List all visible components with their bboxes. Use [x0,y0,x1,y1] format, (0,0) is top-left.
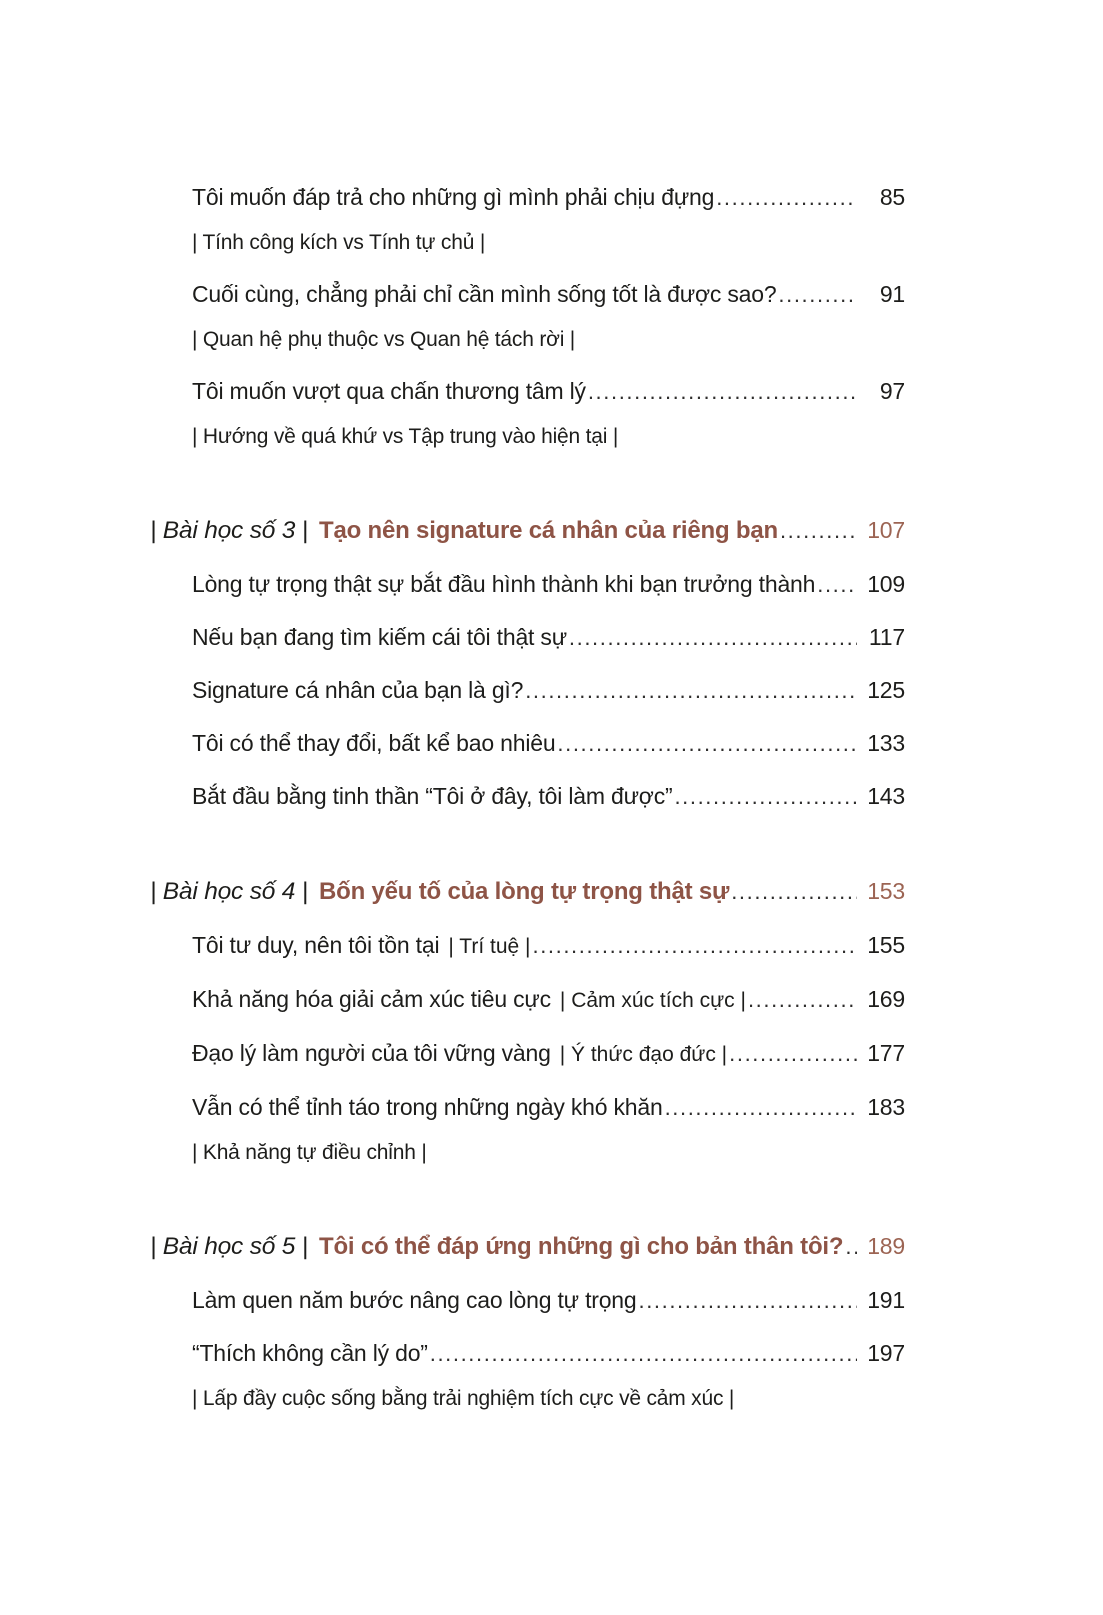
toc-subtitle-text: | Tính công kích vs Tính tự chủ | [192,231,486,254]
chapter-title: Tạo nên signature cá nhân của riêng bạn [318,517,778,544]
toc-subtitle-text: | Khả năng tự điều chỉnh | [192,1141,427,1164]
chapter-title: Bốn yếu tố của lòng tự trọng thật sự [318,878,730,905]
page-number: 155 [867,932,905,958]
toc-entry [192,1091,905,1124]
page-number: 189 [867,1233,905,1259]
toc-entry [192,929,905,963]
toc-subtitle [192,228,905,258]
page-number: 117 [868,624,905,650]
toc-entry [192,181,905,214]
dot-leader [780,513,857,548]
dot-leader [778,279,857,311]
page-number: 109 [867,571,905,597]
toc-entry [192,375,905,408]
dot-leader [817,569,857,601]
chapter-heading [150,513,905,548]
chapter-title: Tôi có thể đáp ứng những gì cho bản thân tôi? [318,1233,844,1260]
page-number: 143 [867,783,905,809]
chapter-label: | Bài học số 3 | [150,517,308,544]
dot-leader [716,182,857,214]
page-number: 133 [867,730,905,756]
dot-leader [674,781,857,813]
dot-leader [569,622,857,654]
toc-entry [192,780,905,813]
toc-entry [192,1284,905,1317]
toc-entry-title: Tôi muốn vượt qua chấn thương tâm lý [192,378,586,404]
toc-entry [192,278,905,311]
toc-entry [192,727,905,760]
page-number: 183 [867,1094,905,1120]
toc-entry-title: Signature cá nhân của bạn là gì? [192,677,524,703]
toc-entry [192,568,905,601]
toc-subtitle-text: | Hướng về quá khứ vs Tập trung vào hiện tại | [192,425,619,448]
toc-entry [192,1337,905,1370]
chapter-label: | Bài học số 5 | [150,1233,308,1260]
toc-subtitle-text: | Lấp đầy cuộc sống bằng trải nghiệm tích cực về cảm xúc | [192,1387,735,1410]
toc-entry-title: “Thích không cần lý do” [192,1340,428,1366]
toc-subtitle [192,325,905,355]
toc-entry [192,983,905,1017]
toc-entry-title: Làm quen năm bước nâng cao lòng tự trọng [192,1287,637,1313]
dot-leader [525,675,857,707]
toc-entry-title: Tôi muốn đáp trả cho những gì mình phải chịu đựng [192,184,715,210]
toc-entry-title: Cuối cùng, chẳng phải chỉ cần mình sống tốt là được sao? [192,281,777,307]
page-number: 85 [879,184,905,210]
page-number: 169 [867,986,905,1012]
toc-entry-title: Khả năng hóa giải cảm xúc tiêu cực [192,986,551,1012]
chapter-label: | Bài học số 4 | [150,878,308,905]
toc-entry [192,621,905,654]
dot-leader [731,874,857,909]
page-number: 91 [879,281,905,307]
page-number: 107 [867,517,905,543]
toc-entry-title: Lòng tự trọng thật sự bắt đầu hình thành khi bạn trưởng thành [192,571,816,597]
dot-leader [557,728,857,760]
toc-entry [192,1037,905,1071]
page-number: 197 [867,1340,905,1366]
toc-subtitle [192,1384,905,1414]
page-number: 125 [867,677,905,703]
toc-entry [192,674,905,707]
dot-leader [665,1092,857,1124]
toc-entry-tag: | Trí tuệ | [448,935,531,958]
toc-entry-title: Vẫn có thể tỉnh táo trong những ngày khó khăn [192,1094,663,1120]
page-number: 97 [879,378,905,404]
dot-leader [639,1285,858,1317]
toc-entry-title: Nếu bạn đang tìm kiếm cái tôi thật sự [192,624,567,650]
toc-entry-tag: | Cảm xúc tích cực | [559,989,746,1012]
page-number: 191 [867,1287,905,1313]
dot-leader [729,1038,857,1070]
toc-entry-title: Tôi tư duy, nên tôi tồn tại [192,932,440,958]
dot-leader [430,1338,857,1370]
chapter-heading [150,874,905,909]
dot-leader [533,930,858,962]
toc-entry-title: Bắt đầu bằng tinh thần “Tôi ở đây, tôi làm được” [192,783,673,809]
toc-entry-title: Đạo lý làm người của tôi vững vàng [192,1040,551,1066]
toc-entry-tag: | Ý thức đạo đức | [559,1043,728,1066]
toc-subtitle [192,422,905,452]
toc-subtitle [192,1138,905,1168]
page-number: 177 [867,1040,905,1066]
dot-leader [748,984,857,1016]
chapter-heading [150,1229,905,1264]
toc-entry-title: Tôi có thể thay đổi, bất kể bao nhiêu [192,730,556,756]
dot-leader [588,376,857,408]
page-number: 153 [867,878,905,904]
toc-subtitle-text: | Quan hệ phụ thuộc vs Quan hệ tách rời | [192,328,576,351]
dot-leader [845,1229,857,1264]
